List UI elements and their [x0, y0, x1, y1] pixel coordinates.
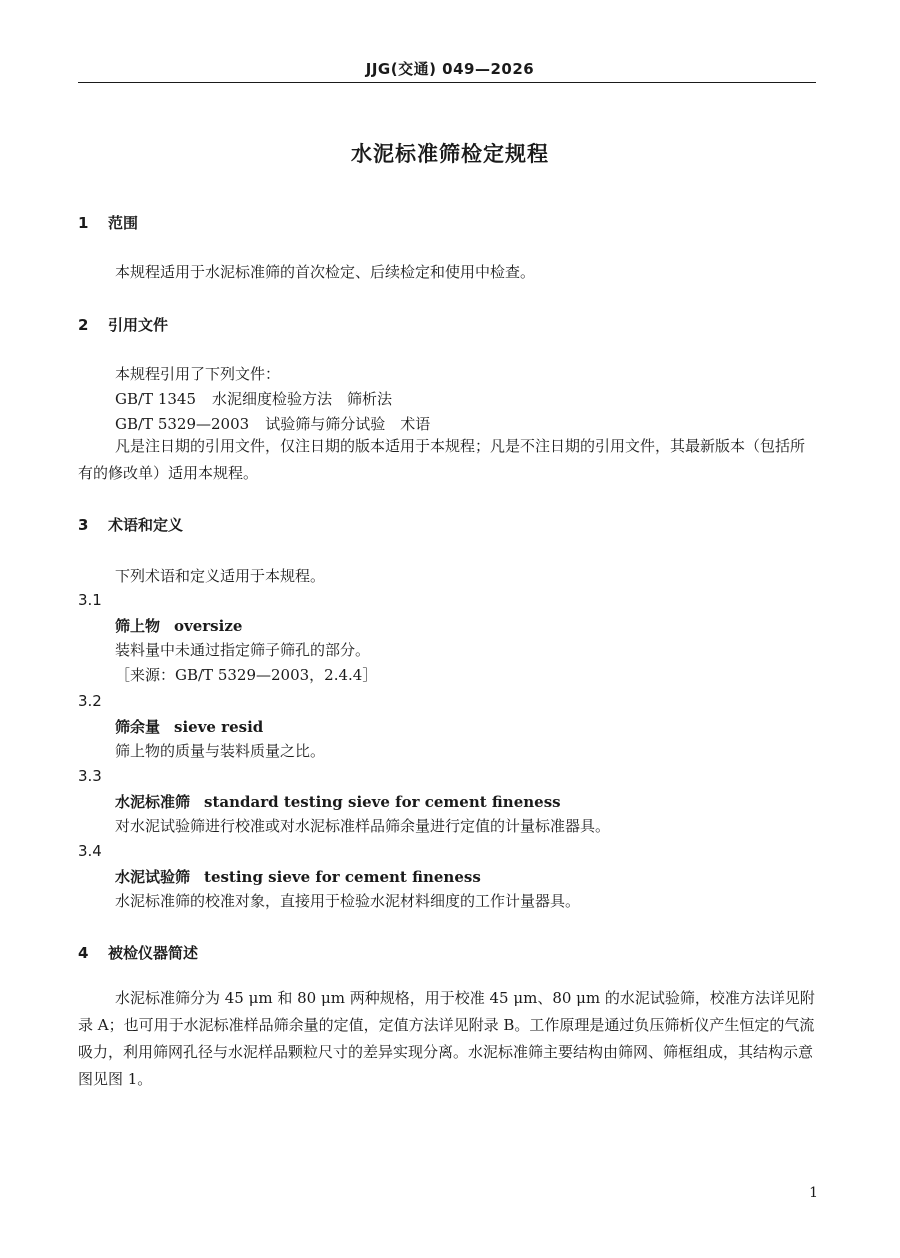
term-heading	[115, 615, 242, 636]
term-heading	[115, 866, 481, 887]
section-2-heading	[78, 314, 168, 335]
term-definition: 装料量中未通过指定筛子筛孔的部分。	[115, 641, 371, 659]
term-english: oversize	[174, 617, 243, 635]
section-number: 3	[78, 516, 89, 534]
term-definition: 筛上物的质量与装料质量之比。	[115, 742, 326, 760]
term-chinese: 水泥标准筛	[115, 793, 191, 811]
document-code: JJG(交通) 049—2026	[365, 60, 535, 78]
header-rule	[78, 82, 816, 83]
term-chinese: 筛余量	[115, 718, 161, 736]
section-title: 被检仪器简述	[108, 944, 199, 962]
page-number: 1	[809, 1185, 818, 1201]
term-heading	[115, 791, 561, 812]
term-number: 3.4	[78, 842, 102, 860]
section-title: 引用文件	[108, 316, 169, 334]
term-number: 3.1	[78, 591, 102, 609]
term-heading	[115, 716, 263, 737]
term-number: 3.2	[78, 692, 102, 710]
references-note: 凡是注日期的引用文件，仅注日期的版本适用于本规程；凡是不注日期的引用文件，其最新版本（包括所有的修改单）适用本规程。	[78, 437, 806, 482]
section-number: 1	[78, 214, 89, 232]
term-definition: 水泥标准筛的校准对象，直接用于检验水泥材料细度的工作计量器具。	[115, 892, 581, 910]
term-chinese: 筛上物	[115, 617, 161, 635]
reference-item	[115, 389, 392, 409]
reference-title: 水泥细度检验方法 筛析法	[212, 390, 393, 408]
term-definition: 对水泥试验筛进行校准或对水泥标准样品筛余量进行定值的计量标准器具。	[115, 817, 611, 835]
section-1-text: 本规程适用于水泥标准筛的首次检定、后续检定和使用中检查。	[115, 263, 536, 281]
term-english: sieve resid	[174, 718, 264, 736]
reference-code: GB/T 1345	[115, 390, 197, 408]
section-title: 术语和定义	[108, 516, 184, 534]
section-4-heading	[78, 942, 198, 963]
document-title: 水泥标准筛检定规程	[351, 142, 549, 166]
term-chinese: 水泥试验筛	[115, 868, 191, 886]
section-number: 2	[78, 316, 89, 334]
reference-item	[115, 414, 430, 434]
terms-intro: 下列术语和定义适用于本规程。	[115, 567, 326, 585]
section-1-heading	[78, 212, 138, 233]
section-number: 4	[78, 944, 89, 962]
section-3-heading	[78, 514, 183, 535]
reference-code: GB/T 5329—2003	[115, 415, 250, 433]
reference-title: 试验筛与筛分试验 术语	[265, 415, 431, 433]
term-number: 3.3	[78, 767, 102, 785]
section-4-text: 水泥标准筛分为 45 μm 和 80 μm 两种规格，用于校准 45 μm、80 μm 的水泥试验筛，校准方法详见附录 A；也可用于水泥标准样品筛余量的定值，定值方法详见附录 B。工作原理是通过负压筛析仪产生恒定的气流吸力，利用筛网孔径与水泥样品颗粒尺寸的差异实现分离。水泥标准筛主要结构由筛网、筛框组成，其结构示意图见图 1。	[78, 989, 815, 1088]
references-intro: 本规程引用了下列文件：	[115, 365, 281, 383]
term-source: ［来源：GB/T 5329—2003，2.4.4］	[115, 666, 378, 684]
term-english: standard testing sieve for cement fineness	[204, 793, 561, 811]
term-english: testing sieve for cement fineness	[204, 868, 481, 886]
section-title: 范围	[108, 214, 139, 232]
